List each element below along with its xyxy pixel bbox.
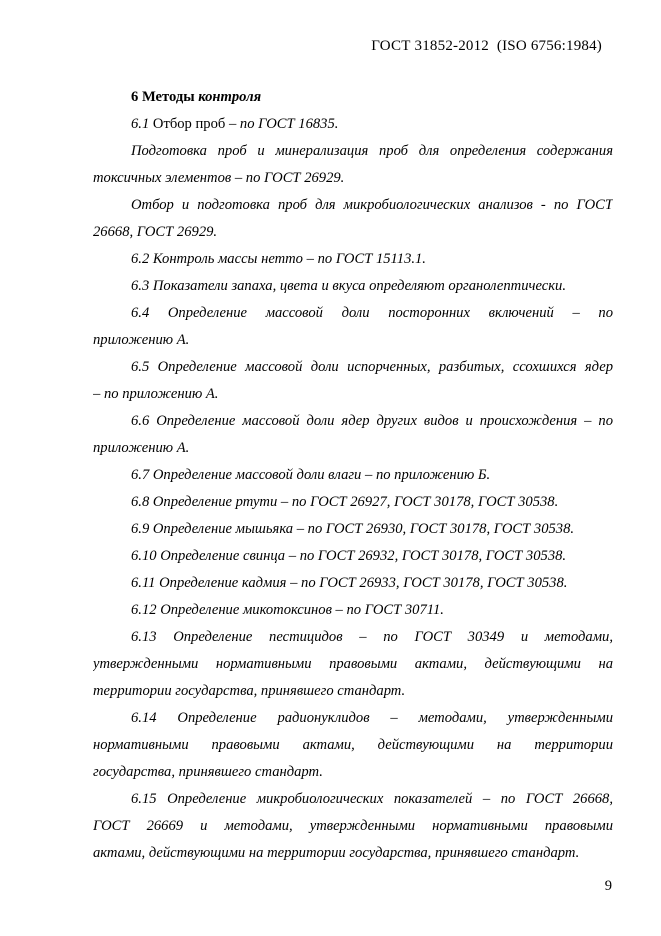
document-header: ГОСТ 31852-2012 (ISO 6756:1984) xyxy=(371,38,602,54)
text-line: 6.11 Определение кадмия – по ГОСТ 26933, ГОСТ 30178, ГОСТ 30538. xyxy=(131,575,568,591)
section-title-number: 6 Методы xyxy=(131,89,199,105)
text-line: токсичных элементов – по ГОСТ 26929. xyxy=(93,170,345,186)
text-line: Подготовка проб и минерализация проб для определения содержания xyxy=(131,143,613,159)
text-line: 6.8 Определение ртути – по ГОСТ 26927, ГОСТ 30178, ГОСТ 30538. xyxy=(131,494,559,510)
page-number: 9 xyxy=(604,878,612,894)
text-line: нормативными правовыми актами, действующими на территории xyxy=(93,737,613,753)
text-line: 6.5 Определение массовой доли испорченных, разбитых, ссохшихся ядер xyxy=(131,359,613,375)
text-line: 6.3 Показатели запаха, цвета и вкуса определяют органолептически. xyxy=(131,278,567,294)
text-line: приложению А. xyxy=(93,440,190,456)
text-line: 6.9 Определение мышьяка – по ГОСТ 26930, ГОСТ 30178, ГОСТ 30538. xyxy=(131,521,575,537)
text-line: 6.10 Определение свинца – по ГОСТ 26932, ГОСТ 30178, ГОСТ 30538. xyxy=(131,548,567,564)
document-body xyxy=(93,84,613,867)
section-title-word: контроля xyxy=(198,89,262,105)
text-line: 6.4 Определение массовой доли посторонних включений – по xyxy=(131,305,613,321)
text-line: 6.14 Определение радионуклидов – методами, утвержденными xyxy=(131,710,613,726)
text-line: 6.12 Определение микотоксинов – по ГОСТ 30711. xyxy=(131,602,444,618)
text-line: территории государства, принявшего стандарт. xyxy=(93,683,406,699)
text-line: ГОСТ 26669 и методами, утвержденными нормативными правовыми xyxy=(93,818,613,834)
text-line: 6.6 Определение массовой доли ядер других видов и происхождения – по xyxy=(131,413,613,429)
text-line: 6.7 Определение массовой доли влаги – по приложению Б. xyxy=(131,467,491,483)
text-line: 6.2 Контроль массы нетто – по ГОСТ 15113.1. xyxy=(131,251,426,267)
text-line: актами, действующими на территории государства, принявшего стандарт. xyxy=(93,845,580,861)
text-line: Отбор и подготовка проб для микробиологических анализов - по ГОСТ xyxy=(131,197,613,213)
text-line: 26668, ГОСТ 26929. xyxy=(93,224,218,240)
text-line: 6.13 Определение пестицидов – по ГОСТ 30349 и методами, xyxy=(131,629,613,645)
text-line: государства, принявшего стандарт. xyxy=(93,764,323,780)
text-line: приложению А. xyxy=(93,332,190,348)
text-line: – по приложению А. xyxy=(93,386,219,402)
text-line: 6.15 Определение микробиологических показателей – по ГОСТ 26668, xyxy=(131,791,613,807)
clause-6-1-ref: по ГОСТ 16835. xyxy=(239,116,339,132)
section-title xyxy=(93,84,613,111)
clause-6-1-number: 6.1 xyxy=(131,116,150,132)
clause-6-1-text: Отбор проб – xyxy=(149,116,240,132)
text-line: утвержденными нормативными правовыми актами, действующими на xyxy=(93,656,613,672)
clause-6-1 xyxy=(93,111,613,138)
